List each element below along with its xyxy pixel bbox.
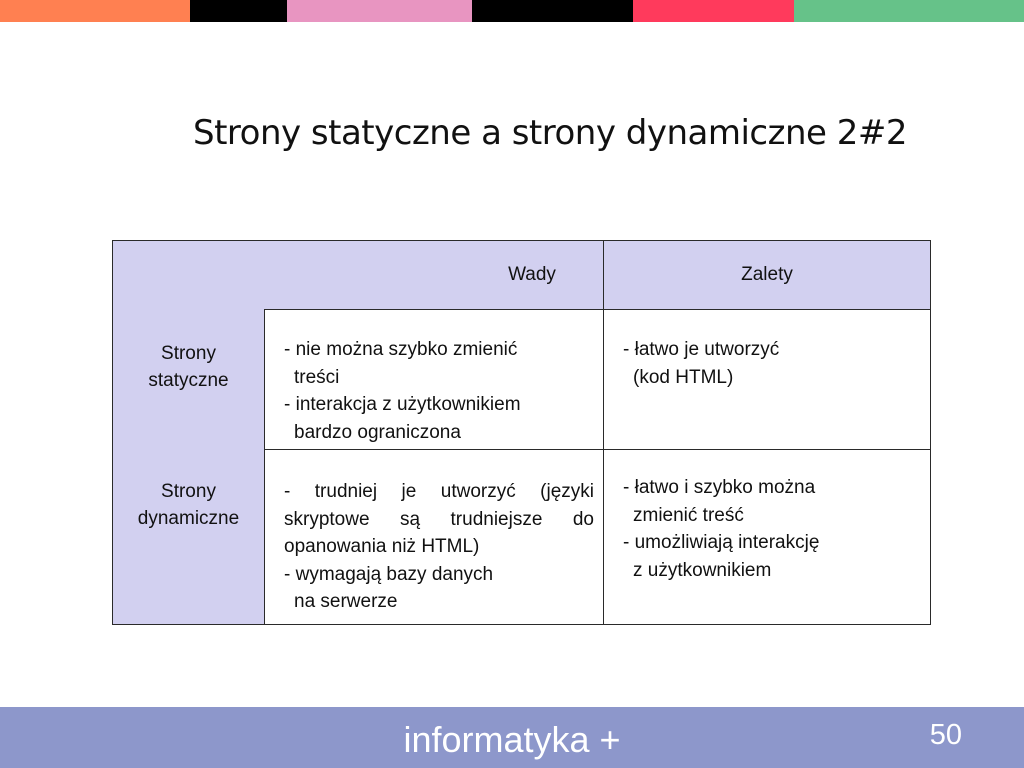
cons-item: - nie można szybko zmienić	[284, 339, 518, 360]
stripe-segment	[633, 0, 794, 22]
header-pros-label: Zalety	[741, 264, 793, 285]
header-pros	[604, 241, 931, 310]
footer-brand: informatyka +	[403, 719, 621, 760]
static-pros-cell	[604, 310, 931, 450]
page-number: 50	[929, 719, 962, 751]
cons-item-cont: bardzo ograniczona	[294, 421, 461, 443]
row-label-line: Strony	[161, 342, 216, 364]
row-label-line: statyczne	[148, 369, 229, 391]
cons-item: - interakcja z użytkownikiem	[284, 394, 521, 415]
dynamic-pros-cell	[604, 450, 931, 625]
stripe-segment	[190, 0, 287, 22]
table-header-row	[113, 241, 931, 310]
pros-item: - umożliwiają interakcję	[623, 532, 820, 553]
slide-title: Strony statyczne a strony dynamiczne 2#2	[193, 113, 907, 153]
pros-item: - łatwo je utworzyć	[623, 339, 780, 360]
stripe-segment	[0, 0, 190, 22]
static-cons-cell	[265, 310, 604, 450]
row-label-dynamic	[113, 450, 265, 625]
pros-item-cont: (kod HTML)	[633, 366, 734, 388]
row-label-static	[113, 310, 265, 450]
table-row	[113, 450, 931, 625]
dynamic-cons-cell	[265, 450, 604, 625]
stripe-segment	[287, 0, 472, 22]
comparison-table	[112, 240, 931, 625]
cons-item-cont: na serwerze	[294, 591, 398, 612]
table-row	[113, 310, 931, 450]
footer-bar	[0, 707, 1024, 768]
stripe-segment	[472, 0, 633, 22]
pros-item: - łatwo i szybko można	[623, 477, 816, 498]
stripe-segment	[794, 0, 1024, 22]
header-cons	[113, 241, 604, 310]
pros-item-cont: zmienić treść	[633, 504, 744, 526]
header-cons-label: Wady	[508, 264, 556, 285]
pros-item-cont: z użytkownikiem	[633, 559, 772, 581]
cons-item-cont: treści	[294, 366, 340, 388]
row-label-line: dynamiczne	[137, 507, 240, 529]
cons-item: - wymagają bazy danych	[284, 563, 494, 585]
top-color-stripe	[0, 0, 1024, 22]
cons-item: - trudniej je utworzyć (języki skryptowe są trudniejsze do opanowania niż HTML)	[284, 481, 594, 557]
row-label-line: Strony	[161, 480, 216, 502]
